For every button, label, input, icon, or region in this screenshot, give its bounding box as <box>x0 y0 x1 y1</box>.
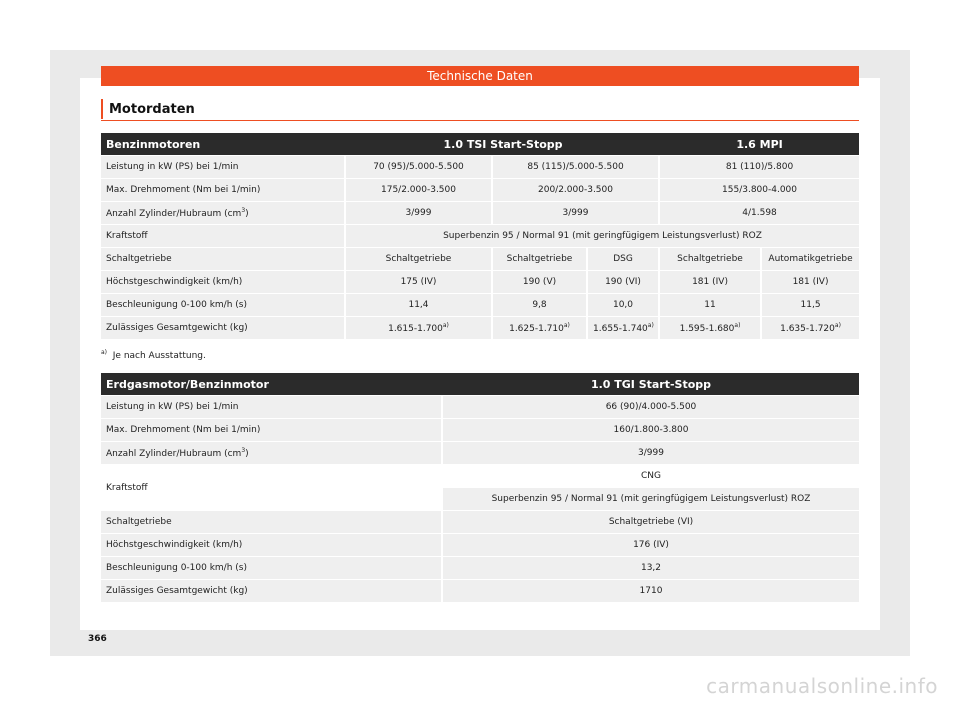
row-label: Höchstgeschwindigkeit (km/h) <box>101 271 346 293</box>
row-label: Kraftstoff <box>101 225 346 247</box>
table-cell: 1.635-1.720$^{a)}$ <box>762 317 859 339</box>
table-row <box>101 465 859 487</box>
table-row <box>101 271 859 293</box>
table-row <box>101 534 859 556</box>
table-header: Erdgasmotor/Benzinmotor <box>101 373 443 395</box>
table-header: 1.6 MPI <box>660 133 859 155</box>
footnote: $^{a)}$ Je nach Ausstattung. <box>101 349 206 361</box>
table-cell: DSG <box>588 248 660 270</box>
row-label: Beschleunigung 0-100 km/h (s) <box>101 557 443 579</box>
table-cell: Superbenzin 95 / Normal 91 (mit geringfügigem Leistungsverlust) ROZ <box>346 225 859 247</box>
row-label: Anzahl Zylinder/Hubraum $(cm^3)$ <box>101 442 443 464</box>
table-row <box>101 396 859 418</box>
table-cell: 155/3.800-4.000 <box>660 179 859 201</box>
table-cell: 190 (VI) <box>588 271 660 293</box>
table-row <box>101 442 859 464</box>
table-cell: 9,8 <box>493 294 588 316</box>
table-cell: 10,0 <box>588 294 660 316</box>
row-label: Max. Drehmoment (Nm bei 1/min) <box>101 419 443 441</box>
section-underline <box>101 120 859 121</box>
table-row <box>101 580 859 602</box>
table-cell: Schaltgetriebe <box>346 248 493 270</box>
table-cell: 176 (IV) <box>443 534 859 556</box>
table-cell: 70 (95)/5.000-5.500 <box>346 156 493 178</box>
row-label: Schaltgetriebe <box>101 511 443 533</box>
table-row <box>101 179 859 201</box>
row-label: Leistung in kW (PS) bei 1/min <box>101 156 346 178</box>
table-cell: 3/999 <box>443 442 859 464</box>
row-label: Zulässiges Gesamtgewicht (kg) <box>101 580 443 602</box>
table-cell: 13,2 <box>443 557 859 579</box>
table-cell: 1.615-1.700$^{a)}$ <box>346 317 493 339</box>
table-cell: 11 <box>660 294 762 316</box>
row-label: Anzahl Zylinder/Hubraum $(cm^3)$ <box>101 202 346 224</box>
table-row <box>101 419 859 441</box>
table-cell: Schaltgetriebe (VI) <box>443 511 859 533</box>
table-row <box>101 317 859 339</box>
row-label: Zulässiges Gesamtgewicht (kg) <box>101 317 346 339</box>
table-cell: 175 (IV) <box>346 271 493 293</box>
table-cell: Automatikgetriebe <box>762 248 859 270</box>
page-number: 366 <box>88 634 107 644</box>
table-cell: 181 (IV) <box>762 271 859 293</box>
table-cell: 1.625-1.710$^{a)}$ <box>493 317 588 339</box>
table-cell: 3/999 <box>493 202 660 224</box>
table-row <box>101 294 859 316</box>
row-label: Kraftstoff <box>101 465 443 510</box>
petrol-engine-table <box>101 132 859 340</box>
table-cell: 200/2.000-3.500 <box>493 179 660 201</box>
table-cell: 66 (90)/4.000-5.500 <box>443 396 859 418</box>
table-cell: 11,5 <box>762 294 859 316</box>
table-cell: 1.595-1.680$^{a)}$ <box>660 317 762 339</box>
table-cell: 85 (115)/5.000-5.500 <box>493 156 660 178</box>
table-cell: 3/999 <box>346 202 493 224</box>
table-cell: 11,4 <box>346 294 493 316</box>
table-cell: Superbenzin 95 / Normal 91 (mit geringfügigem Leistungsverlust) ROZ <box>443 488 859 510</box>
table-row <box>101 156 859 178</box>
table-header-row <box>101 373 859 395</box>
table-row <box>101 248 859 270</box>
chapter-banner: Technische Daten <box>101 66 859 86</box>
cng-engine-table <box>101 372 859 603</box>
table-row <box>101 202 859 224</box>
table-row <box>101 225 859 247</box>
table-cell: Schaltgetriebe <box>493 248 588 270</box>
table-row <box>101 557 859 579</box>
table-cell: 190 (V) <box>493 271 588 293</box>
site-watermark: carmanualsonline.info <box>706 674 938 698</box>
table-header-row <box>101 133 859 155</box>
table-cell: 181 (IV) <box>660 271 762 293</box>
table-header: 1.0 TGI Start-Stopp <box>443 373 859 395</box>
table-cell: 1.655-1.740$^{a)}$ <box>588 317 660 339</box>
row-label: Beschleunigung 0-100 km/h (s) <box>101 294 346 316</box>
table-cell: 1710 <box>443 580 859 602</box>
table-cell: 175/2.000-3.500 <box>346 179 493 201</box>
section-title: Motordaten <box>109 102 195 117</box>
table-row <box>101 511 859 533</box>
table-cell: 4/1.598 <box>660 202 859 224</box>
table-header: Benzinmotoren <box>101 133 346 155</box>
table-cell: CNG <box>443 465 859 487</box>
row-label: Max. Drehmoment (Nm bei 1/min) <box>101 179 346 201</box>
table-cell: 160/1.800-3.800 <box>443 419 859 441</box>
row-label: Schaltgetriebe <box>101 248 346 270</box>
table-cell: 81 (110)/5.800 <box>660 156 859 178</box>
table-cell: Schaltgetriebe <box>660 248 762 270</box>
row-label: Leistung in kW (PS) bei 1/min <box>101 396 443 418</box>
row-label: Höchstgeschwindigkeit (km/h) <box>101 534 443 556</box>
table-header: 1.0 TSI Start-Stopp <box>346 133 660 155</box>
